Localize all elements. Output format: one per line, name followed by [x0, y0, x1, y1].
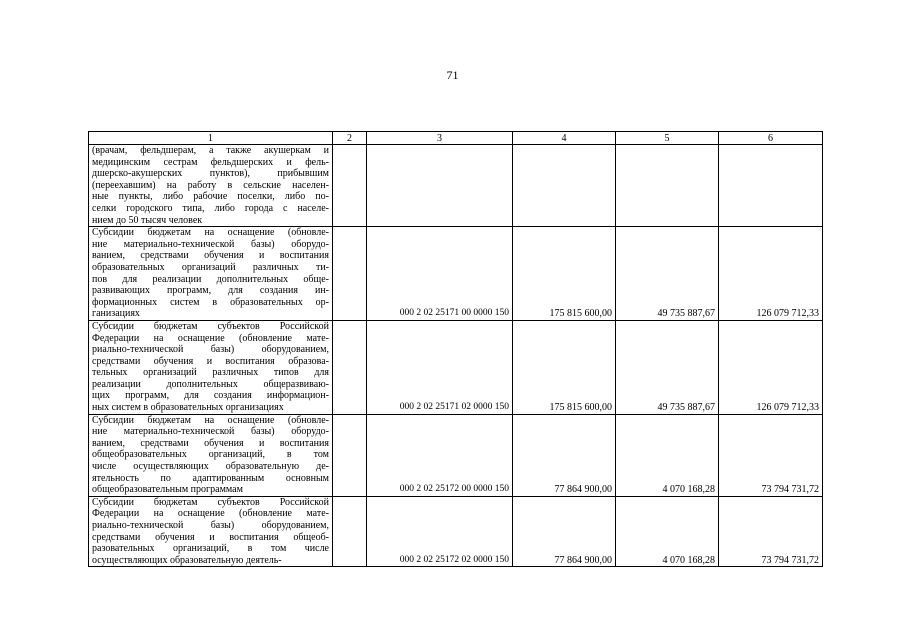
table-row: [89, 145, 823, 227]
row-col-4-amount: 175 815 600,00: [513, 320, 616, 414]
row-col-2: [333, 145, 367, 227]
row-col-5-amount: 49 735 887,67: [616, 320, 719, 414]
header-col-3: 3: [367, 132, 513, 145]
description-line: реализации дополнительных общеразвиваю-: [92, 378, 329, 390]
description-line: Субсидии бюджетам на оснащение (обновле-: [92, 414, 329, 426]
row-budget-code: 000 2 02 25172 02 0000 150: [367, 496, 513, 567]
description-line: Субсидии бюджетам на оснащение (обновле-: [92, 227, 329, 239]
table-row: [89, 496, 823, 567]
header-col-4: 4: [513, 132, 616, 145]
description-line: общеобразовательным программам: [92, 484, 243, 496]
row-budget-code: 000 2 02 25172 00 0000 150: [367, 414, 513, 496]
description-line: средствами обучения и воспитания общеоб-: [92, 531, 329, 543]
description-line: общеобразовательных организаций, в том: [92, 449, 329, 461]
budget-table: [88, 131, 823, 567]
header-col-1: 1: [89, 132, 333, 145]
row-col-4-amount: 175 815 600,00: [513, 227, 616, 321]
description-line: нием до 50 тысяч человек: [92, 214, 203, 226]
row-col-2: [333, 414, 367, 496]
description-line: щих программ, для создания информацион-: [92, 390, 329, 402]
description-line: риально-технической базы) оборудованием,: [92, 520, 329, 531]
row-description: [89, 227, 333, 321]
description-line: (врачам, фельдшерам, а также акушеркам и: [92, 145, 329, 156]
description-line: тельных организаций различных типов для: [92, 367, 329, 379]
row-description: [89, 145, 333, 227]
row-col-5-amount: 4 070 168,28: [616, 414, 719, 496]
row-col-5-amount: 4 070 168,28: [616, 496, 719, 567]
row-col-6-amount: 126 079 712,33: [719, 227, 823, 321]
row-col-2: [333, 227, 367, 321]
row-col-2: [333, 496, 367, 567]
description-line: ные пункты, либо рабочие поселки, либо по-: [92, 191, 329, 203]
row-description: [89, 496, 333, 567]
header-row: [89, 132, 823, 145]
row-description: [89, 414, 333, 496]
row-col-4-amount: [513, 145, 616, 227]
row-budget-code: 000 2 02 25171 02 0000 150: [367, 320, 513, 414]
row-description: [89, 320, 333, 414]
description-line: (переехавшим) на работу в сельские населен-: [92, 179, 329, 191]
description-line: числе осуществляющих образовательную де-: [92, 461, 329, 473]
description-line: ных систем в образовательных организациях: [92, 402, 284, 414]
description-line: дшерско-акушерских пунктов), прибывшим: [92, 168, 329, 180]
description-line: селки городского типа, либо города с населе-: [92, 202, 329, 214]
header-col-6: 6: [719, 132, 823, 145]
table-row: [89, 227, 823, 321]
description-line: разовательных организаций, в том числе: [92, 543, 329, 555]
description-line: ние материально-технической базы) оборудо-: [92, 238, 329, 250]
description-line: образовательных организаций различных ти-: [92, 261, 329, 273]
row-col-5-amount: [616, 145, 719, 227]
row-col-6-amount: 126 079 712,33: [719, 320, 823, 414]
row-col-6-amount: 73 794 731,72: [719, 414, 823, 496]
header-col-5: 5: [616, 132, 719, 145]
description-line: ятельность по адаптированным основным: [92, 472, 329, 484]
description-line: Федерации на оснащение (обновление мате-: [92, 332, 329, 344]
description-line: Субсидии бюджетам субъектов Российской: [92, 320, 329, 332]
description-line: ванием, средствами обучения и воспитания: [92, 250, 329, 262]
row-col-4-amount: 77 864 900,00: [513, 414, 616, 496]
row-col-6-amount: [719, 145, 823, 227]
row-budget-code: 000 2 02 25171 00 0000 150: [367, 227, 513, 321]
description-line: развивающих программ, для создания ин-: [92, 285, 329, 297]
row-budget-code: [367, 145, 513, 227]
table-body: [89, 145, 823, 567]
description-line: формационных систем в образовательных ор-: [92, 296, 329, 308]
description-line: Федерации на оснащение (обновление мате-: [92, 508, 329, 520]
description-line: ганизациях: [92, 308, 140, 320]
description-line: риально-технической базы) оборудованием,: [92, 344, 329, 356]
description-line: ванием, средствами обучения и воспитания: [92, 437, 329, 449]
row-col-5-amount: 49 735 887,67: [616, 227, 719, 321]
description-line: осуществляющих образовательную деятель-: [92, 554, 282, 566]
row-col-2: [333, 320, 367, 414]
description-line: средствами обучения и воспитания образова-: [92, 355, 329, 367]
description-line: пов для реализации дополнительных обще-: [92, 273, 329, 285]
table-row: [89, 414, 823, 496]
description-line: Субсидии бюджетам субъектов Российской: [92, 496, 329, 508]
page-number: 71: [446, 68, 459, 82]
table-row: [89, 320, 823, 414]
description-line: ние материально-технической базы) оборудо-: [92, 426, 329, 438]
header-col-2: 2: [333, 132, 367, 145]
row-col-4-amount: 77 864 900,00: [513, 496, 616, 567]
row-col-6-amount: 73 794 731,72: [719, 496, 823, 567]
description-line: медицинским сестрам фельдшерских и фель-: [92, 156, 329, 168]
